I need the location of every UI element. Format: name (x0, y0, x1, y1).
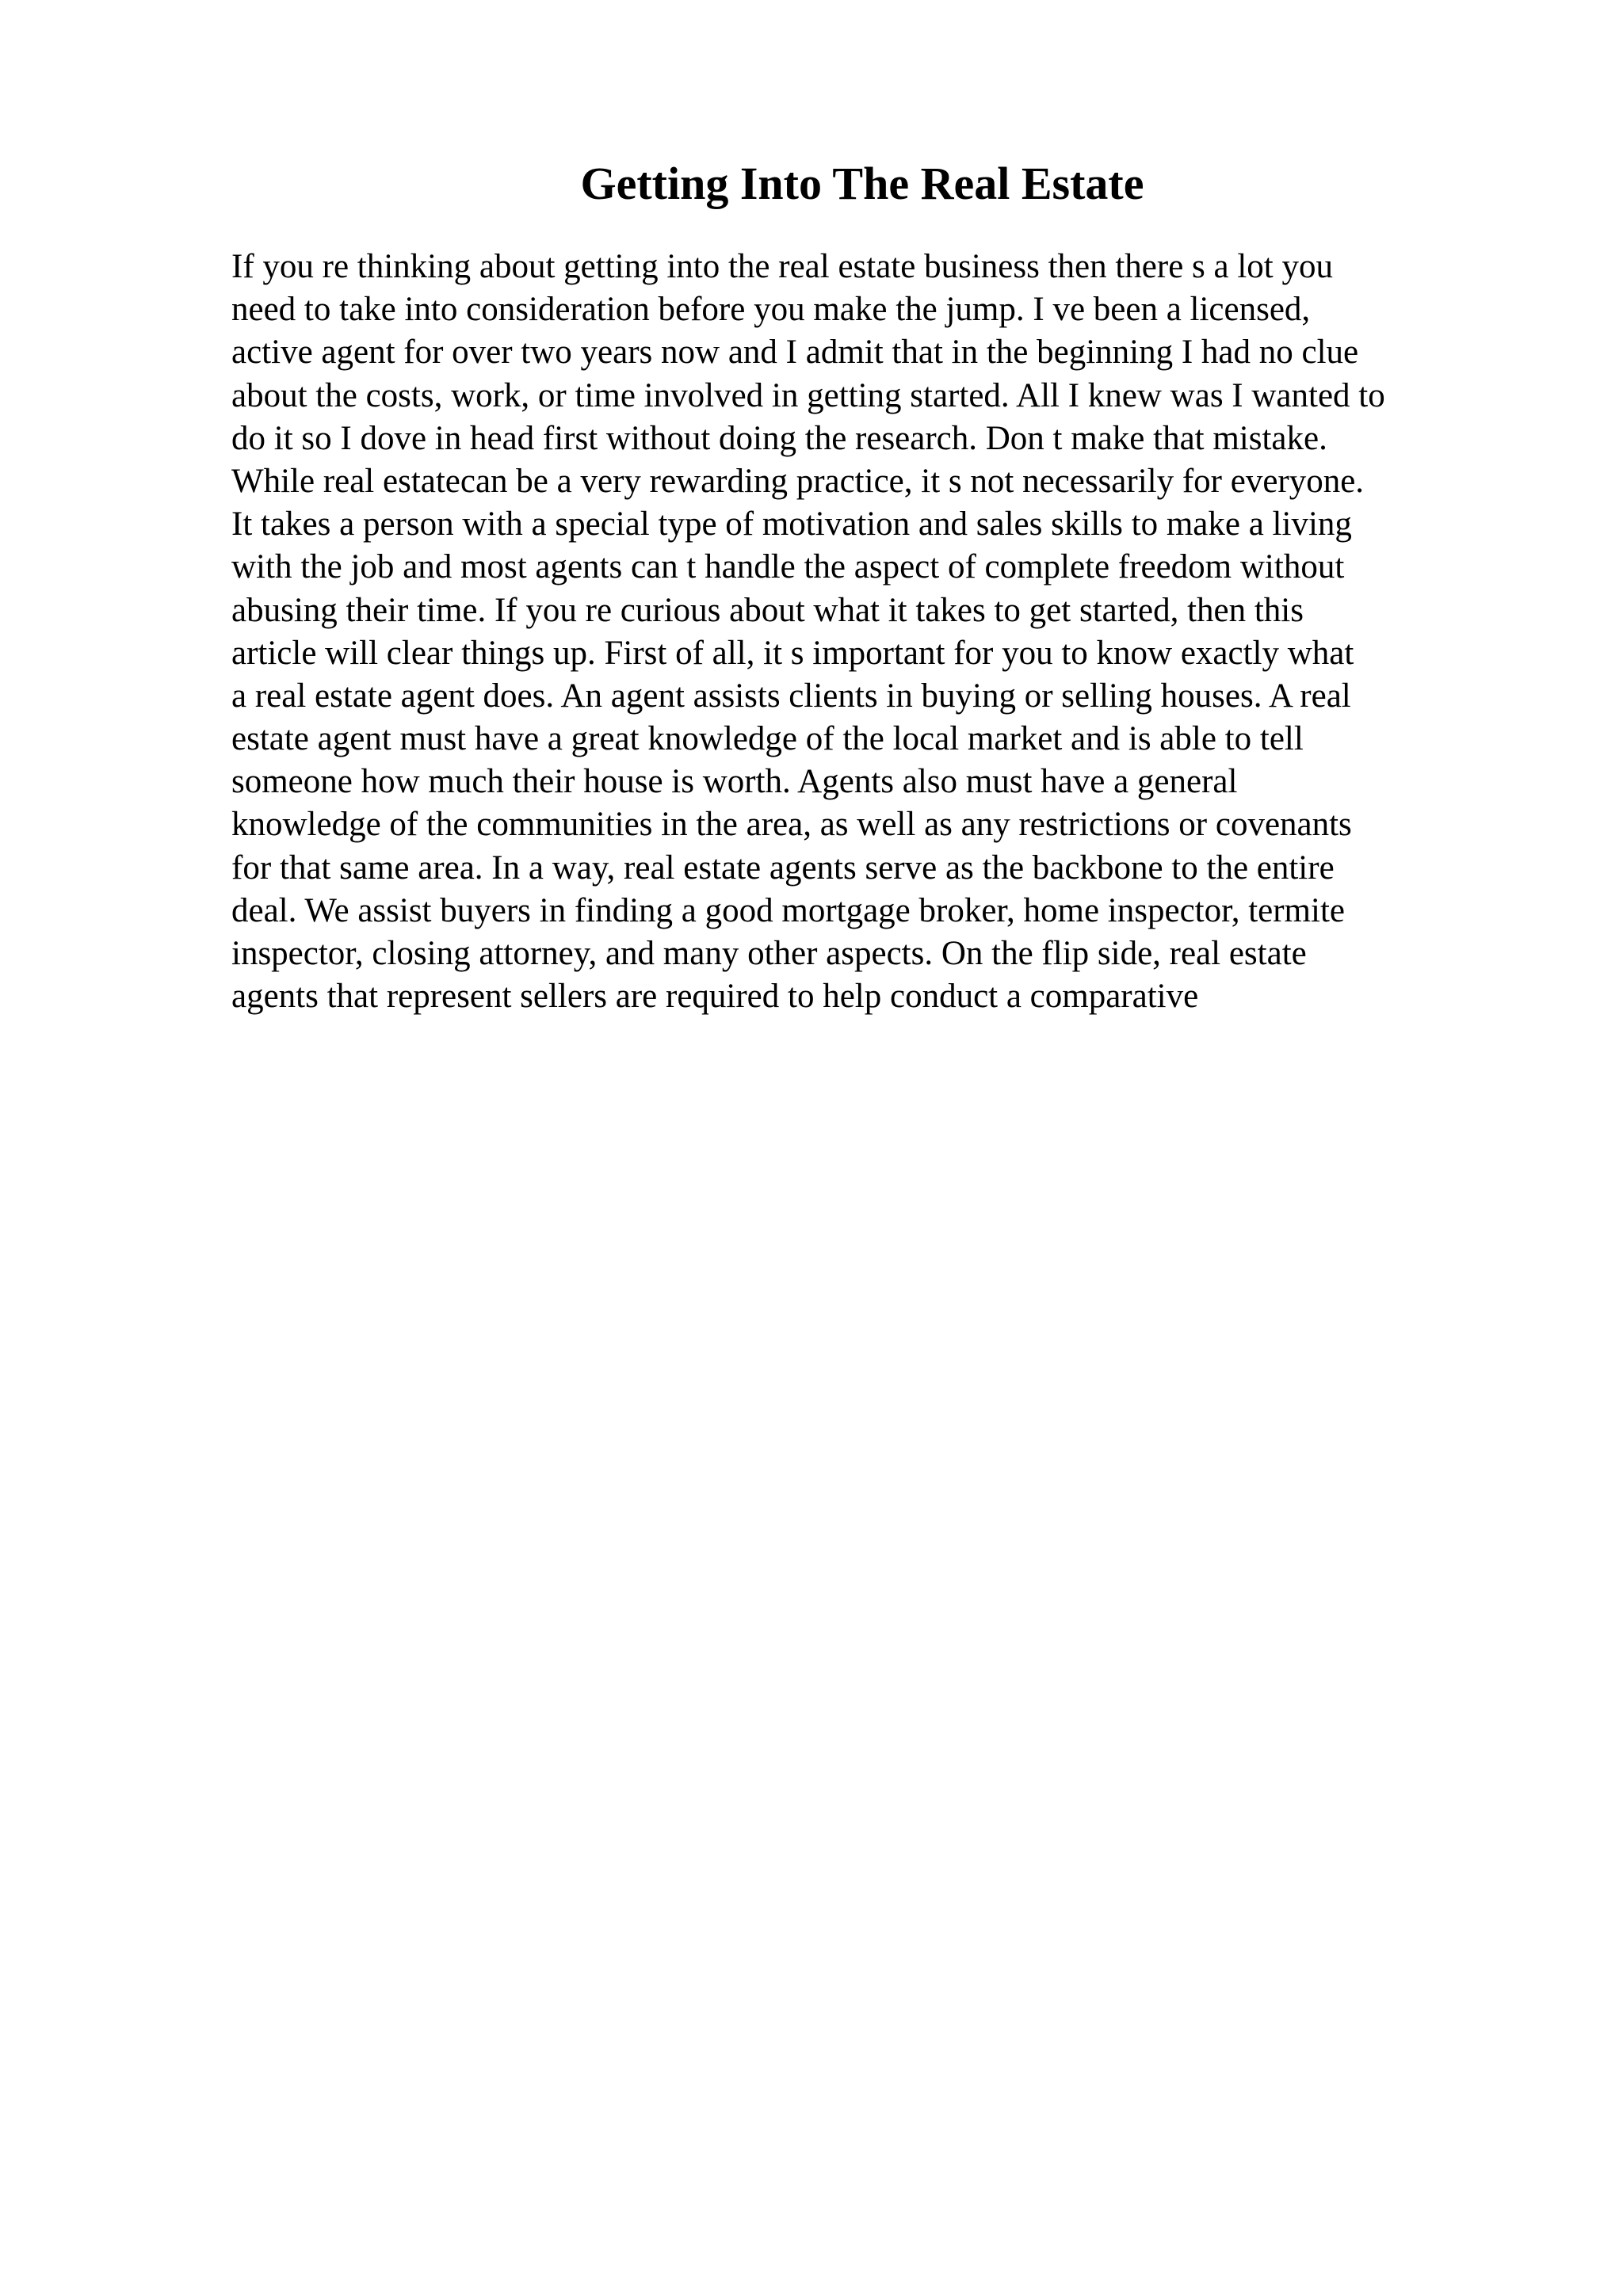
body-line: for that same area. In a way, real estate agents serve as the backbone to the entire (231, 849, 1335, 887)
body-line: estate agent must have a great knowledge of the local market and is able to tell (231, 720, 1304, 758)
body-line: If you re thinking about getting into the real estate business then there s a lot you (231, 248, 1334, 285)
body-line: do it so I dove in head first without doing the research. Don t make that mistake. (231, 419, 1327, 457)
body-line: someone how much their house is worth. Agents also must have a general (231, 763, 1238, 801)
body-line: active agent for over two years now and I admit that in the beginning I had no clue (231, 334, 1359, 372)
body-line: a real estate agent does. An agent assists clients in buying or selling houses. A real (231, 677, 1351, 715)
body-line: need to take into consideration before you make the jump. I ve been a licensed, (231, 291, 1311, 329)
body-line: It takes a person with a special type of motivation and sales skills to make a living (231, 505, 1352, 543)
body-line: with the job and most agents can t handle the aspect of complete freedom without (231, 548, 1345, 586)
body-line: article will clear things up. First of all, it s important for you to know exactly what (231, 634, 1354, 672)
document-body (231, 246, 1515, 1018)
body-line: inspector, closing attorney, and many other aspects. On the flip side, real estate (231, 935, 1307, 972)
document-title: Getting Into The Real Estate (580, 158, 1144, 209)
body-line: agents that represent sellers are required to help conduct a comparative (231, 978, 1199, 1016)
body-line: deal. We assist buyers in finding a good mortgage broker, home inspector, termite (231, 891, 1345, 929)
body-line: knowledge of the communities in the area, as well as any restrictions or covenants (231, 806, 1352, 844)
body-line: about the costs, work, or time involved in getting started. All I knew was I wanted to (231, 376, 1385, 414)
body-line: abusing their time. If you re curious about what it takes to get started, then this (231, 591, 1304, 629)
body-line: While real estatecan be a very rewarding practice, it s not necessarily for everyone. (231, 462, 1365, 500)
